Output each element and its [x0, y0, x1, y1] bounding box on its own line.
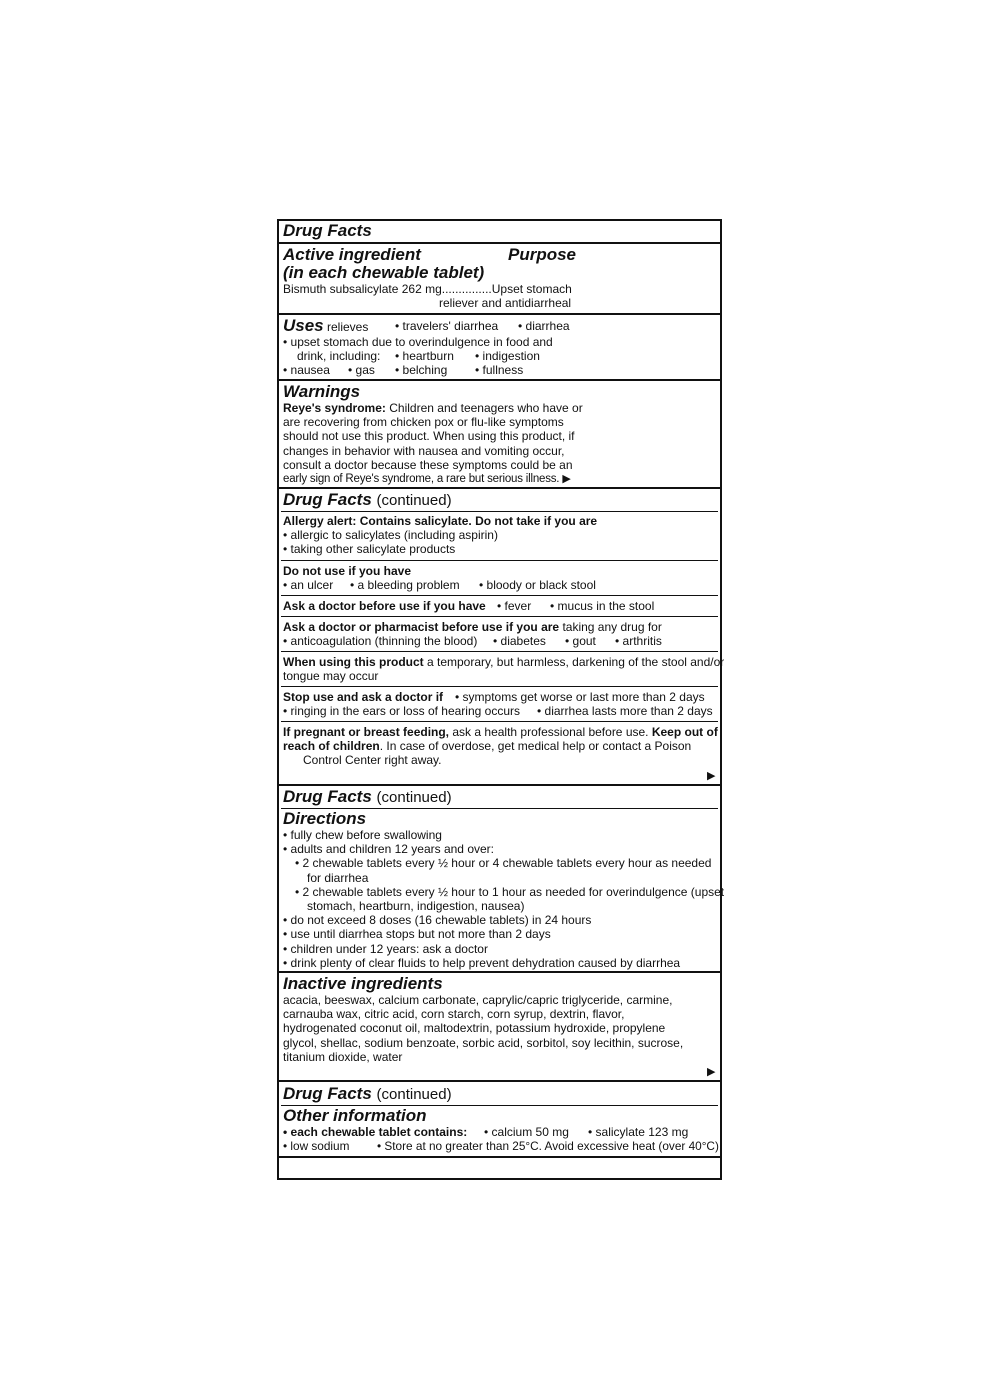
divider [281, 686, 718, 687]
when-using-text: tongue may occur [283, 669, 379, 684]
divider [279, 313, 720, 315]
drug-facts-continued-section [279, 788, 724, 807]
other-info-bullet: • calcium 50 mg [484, 1125, 569, 1139]
other-info-bullet: • low sodium [283, 1139, 350, 1154]
inactive-ingredients-text: acacia, beeswax, calcium carbonate, caprylic/capric triglyceride, carmine, [283, 993, 673, 1007]
warnings-text: should not use this product. When using this product, if [283, 429, 575, 444]
ask-doctor-section [279, 599, 724, 613]
directions-item: • adults and children 12 years and over: [283, 842, 494, 857]
uses-bullet: • travelers' diarrhea [395, 319, 499, 333]
warnings-text: early sign of Reye's syndrome, a rare but serious illness. [283, 473, 560, 486]
allergy-alert-heading: Allergy alert: Contains salicylate. Do not take if you are [283, 514, 598, 528]
divider [279, 1156, 720, 1158]
drug-facts-title: Drug Facts [283, 222, 372, 240]
warnings-section [279, 383, 724, 486]
overdose-text: Control Center right away. [303, 753, 442, 768]
divider [281, 511, 718, 512]
divider [279, 379, 720, 381]
reye-label: Reye's syndrome: [283, 401, 386, 415]
uses-bullet: • belching [395, 363, 448, 378]
directions-item: • do not exceed 8 doses (16 chewable tablets) in 24 hours [283, 913, 592, 928]
do-not-use-heading: Do not use if you have [283, 564, 412, 578]
other-info-bullet: • Store at no greater than 25°C. Avoid excessive heat (over 40°C). [377, 1139, 723, 1154]
ask-pharmacist-bullet: • gout [565, 634, 596, 649]
divider [281, 616, 718, 617]
divider [281, 595, 718, 596]
directions-section [279, 810, 724, 970]
warnings-text: changes in behavior with nausea and vomiting occur, [283, 443, 565, 458]
continue-arrow-icon: ▶ [562, 473, 571, 486]
stop-use-bullet: • diarrhea lasts more than 2 days [537, 704, 713, 719]
ask-doctor-bullet: • fever [497, 599, 532, 613]
continued-label: (continued) [376, 1086, 452, 1103]
divider [281, 808, 718, 809]
uses-line: drink, including: [297, 349, 381, 364]
stop-use-bullet: • symptoms get worse or last more than 2 days [455, 690, 705, 704]
uses-bullet: • fullness [475, 363, 524, 378]
drug-facts-title: Drug Facts [283, 788, 372, 806]
divider [279, 784, 720, 786]
uses-line: • upset stomach due to overindulgence in food and [283, 335, 553, 349]
warnings-text: are recovering from chicken pox or flu-like symptoms [283, 415, 564, 430]
drug-facts-title-section [279, 222, 724, 240]
allergy-bullet: • allergic to salicylates (including aspirin) [283, 528, 498, 543]
allergy-bullet: • taking other salicylate products [283, 542, 456, 557]
other-information-heading: Other information [283, 1107, 427, 1125]
uses-bullet: • diarrhea [518, 319, 570, 333]
drug-facts-panel [277, 219, 722, 1180]
divider [281, 721, 718, 722]
divider [279, 1080, 720, 1082]
directions-item: • drink plenty of clear fluids to help prevent dehydration caused by diarrhea [283, 955, 681, 970]
divider [279, 971, 720, 973]
do-not-use-bullet: • bloody or black stool [479, 578, 596, 593]
inactive-ingredients-text: titanium dioxide, water [283, 1049, 403, 1064]
directions-item: • children under 12 years: ask a doctor [283, 941, 488, 956]
continued-label: (continued) [376, 789, 452, 806]
active-ingredient-heading: Active ingredient [283, 246, 421, 264]
purpose-line: reliever and antidiarrheal [439, 296, 572, 311]
uses-section [279, 318, 724, 378]
divider [281, 560, 718, 561]
do-not-use-bullet: • an ulcer [283, 578, 334, 593]
pregnant-heading: If pregnant or breast feeding, [283, 725, 450, 739]
directions-subitem: • 2 chewable tablets every ½ hour or 4 chewable tablets every hour as needed [295, 856, 712, 871]
other-info-label: • each chewable tablet contains: [283, 1125, 468, 1139]
pregnant-section [279, 725, 724, 768]
active-ingredient-line: Bismuth subsalicylate 262 mg...............Upset stomach [283, 282, 572, 296]
continue-arrow-icon: ▶ [707, 770, 716, 782]
reach-of-children-label: reach of children [283, 739, 380, 754]
inactive-ingredients-text: glycol, shellac, sodium benzoate, sorbic acid, sorbitol, soy lecithin, sucrose, [283, 1035, 684, 1050]
inactive-ingredients-section [279, 975, 724, 1064]
when-using-text: a temporary, but harmless, darkening of the stool and/or [427, 655, 724, 669]
directions-item: • fully chew before swallowing [283, 828, 442, 842]
ask-doctor-heading: Ask a doctor before use if you have [283, 599, 486, 613]
ask-pharmacist-bullet: • anticoagulation (thinning the blood) [283, 634, 478, 649]
directions-item: • use until diarrhea stops but not more than 2 days [283, 927, 551, 942]
directions-subitem: for diarrhea [307, 870, 369, 885]
ask-pharmacist-text: taking any drug for [562, 620, 662, 634]
other-info-bullet: • salicylate 123 mg [588, 1125, 689, 1139]
drug-facts-title: Drug Facts [283, 1085, 372, 1103]
divider [279, 242, 720, 244]
divider [281, 1105, 718, 1106]
ask-pharmacist-heading: Ask a doctor or pharmacist before use if you are [283, 620, 560, 634]
ask-pharmacist-bullet: • diabetes [493, 634, 546, 649]
uses-relieves: relieves [326, 320, 369, 334]
stop-use-section [279, 690, 724, 718]
drug-facts-title: Drug Facts [283, 491, 372, 509]
directions-subitem: stomach, heartburn, indigestion, nausea) [307, 899, 525, 914]
inactive-ingredients-text: carnauba wax, citric acid, corn starch, corn syrup, dextrin, flavor, [283, 1007, 625, 1022]
drug-facts-continued-section [279, 1085, 724, 1104]
stop-use-heading: Stop use and ask a doctor if [283, 690, 444, 704]
drug-facts-continued-section [279, 491, 724, 510]
ask-doctor-bullet: • mucus in the stool [550, 599, 655, 613]
warnings-text: Children and teenagers who have or [389, 401, 583, 415]
other-information-section [279, 1107, 724, 1153]
uses-heading: Uses [283, 318, 324, 335]
uses-bullet: • gas [348, 363, 375, 378]
directions-subitem: • 2 chewable tablets every ½ hour to 1 hour as needed for overindulgence (upset [295, 884, 724, 899]
ask-pharmacist-bullet: • arthritis [615, 634, 662, 649]
continue-arrow-icon: ▶ [707, 1066, 716, 1078]
uses-bullet: • indigestion [475, 349, 540, 364]
when-using-heading: When using this product [283, 655, 424, 669]
directions-heading: Directions [283, 810, 367, 828]
divider [279, 487, 720, 489]
uses-bullet: • heartburn [395, 349, 454, 364]
continued-label: (continued) [376, 492, 452, 509]
active-ingredient-subheading: (in each chewable tablet) [283, 263, 485, 282]
warnings-heading: Warnings [283, 383, 361, 401]
do-not-use-bullet: • a bleeding problem [350, 578, 460, 593]
pregnant-text: ask a health professional before use. [452, 725, 649, 739]
keep-out-label: Keep out of [651, 725, 718, 739]
uses-bullet: • nausea [283, 363, 330, 378]
inactive-ingredients-text: hydrogenated coconut oil, maltodextrin, potassium hydroxide, propylene [283, 1021, 666, 1036]
warnings-text: consult a doctor because these symptoms could be an [283, 457, 573, 472]
stop-use-bullet: • ringing in the ears or loss of hearing occurs [283, 704, 520, 719]
inactive-ingredients-heading: Inactive ingredients [283, 975, 443, 993]
active-ingredient-section [279, 246, 724, 310]
allergy-alert-section [279, 514, 724, 557]
purpose-heading: Purpose [508, 246, 577, 264]
do-not-use-section [279, 564, 724, 592]
when-using-section [279, 655, 724, 683]
ask-pharmacist-section [279, 620, 724, 648]
divider [281, 651, 718, 652]
overdose-text: . In case of overdose, get medical help or contact a Poison [379, 739, 692, 754]
